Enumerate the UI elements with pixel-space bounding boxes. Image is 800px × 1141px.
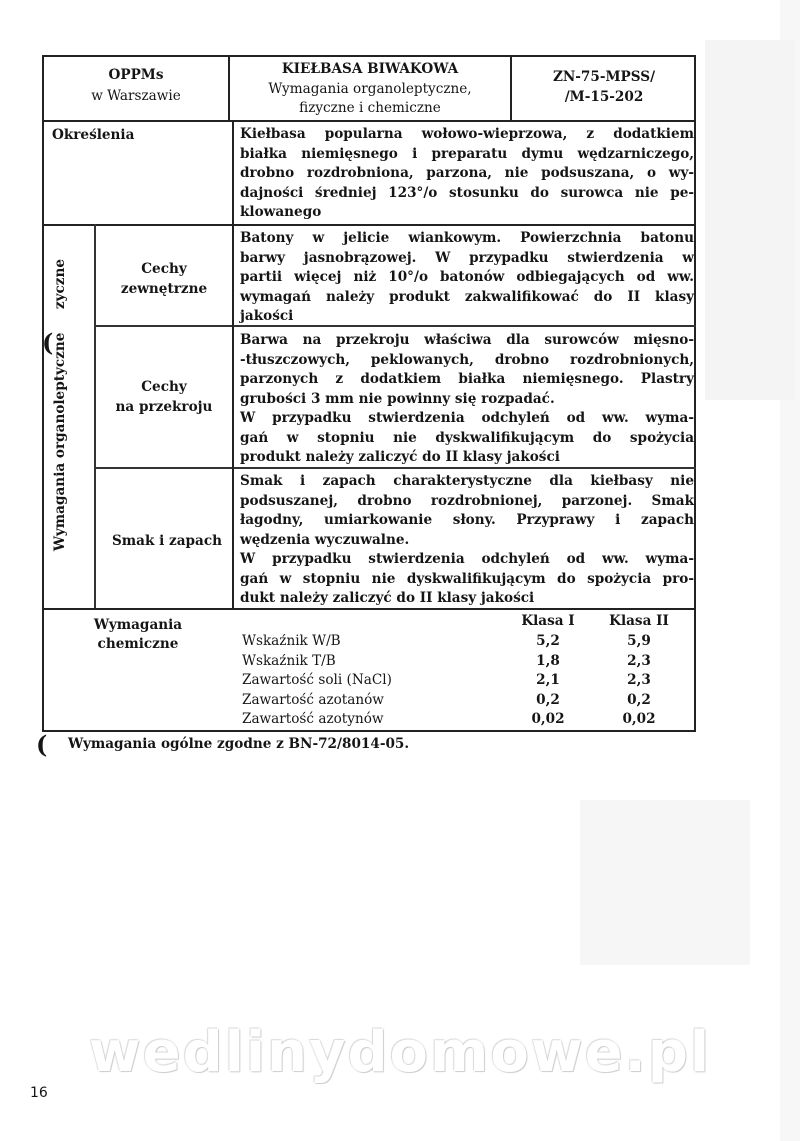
section-label: Cechy bbox=[141, 261, 187, 277]
class-2-value: 0,2 bbox=[627, 691, 651, 708]
section-label: zewnętrzne bbox=[120, 281, 208, 297]
definition-text-line: drobno rozdrobniona, parzona, nie podsuszana, o wy- bbox=[240, 165, 694, 181]
class-2-value: 2,3 bbox=[627, 652, 651, 669]
section-text-line: gań w stopniu nie dyskwalifikującym do spożycia bbox=[240, 429, 694, 446]
section-text-line: podsuszanej, drobno rozdrobnionej, parzonej. Smak bbox=[240, 492, 694, 509]
org-city: w Warszawie bbox=[91, 88, 181, 104]
org-name: OPPMs bbox=[108, 67, 164, 83]
scan-bracket-mark: ( bbox=[42, 328, 54, 357]
scan-bracket-mark: ( bbox=[36, 730, 48, 759]
section-text-line: partii więcej niż 10°/o batonów odbiegających od ww. bbox=[240, 269, 694, 285]
section-text-line: barwy jasnobrązowej. W przypadku stwierdzenia w bbox=[240, 249, 694, 266]
section-text-line: Batony w jelicie wiankowym. Powierzchnia batonu bbox=[240, 230, 694, 246]
definition-text-line: dajności średniej 123°/o stosunku do surowca nie pe- bbox=[240, 184, 694, 201]
section-text-line: produkt należy zaliczyć do II klasy jakości bbox=[240, 449, 560, 465]
section-text-line: łagodny, umiarkowanie słony. Przyprawy i zapach bbox=[240, 512, 694, 528]
section-text-line: jakości bbox=[240, 308, 294, 324]
divider bbox=[42, 120, 696, 122]
class-1-value: 5,2 bbox=[536, 633, 560, 649]
section-text-line: W przypadku stwierdzenia odchyleń od ww. wyma- bbox=[240, 410, 694, 426]
standard-number: /M-15-202 bbox=[564, 89, 644, 105]
table-row bbox=[242, 672, 682, 692]
class-1-value: 0,02 bbox=[531, 711, 565, 727]
section-label: na przekroju bbox=[115, 399, 213, 415]
class-2-value: 2,3 bbox=[627, 672, 651, 688]
section-text-line: wędzenia wyczuwalne. bbox=[240, 531, 410, 548]
definition-label: Określenia bbox=[52, 127, 135, 143]
parameter-name: Wskaźnik T/B bbox=[242, 652, 336, 669]
class-1-value: 0,2 bbox=[536, 691, 560, 708]
parameter-name: Zawartość soli (NaCl) bbox=[242, 672, 392, 688]
section-label: Smak i zapach bbox=[111, 533, 223, 549]
section-text-line: dukt należy zaliczyć do II klasy jakości bbox=[240, 590, 535, 606]
document-subtitle: Wymagania organoleptyczne, bbox=[268, 81, 472, 97]
section-text-line: wymagań należy produkt zakwalifikować do II klasy bbox=[240, 288, 694, 305]
class-1-value: 1,8 bbox=[536, 652, 560, 669]
table-row bbox=[242, 711, 682, 731]
watermark: wedlinydomowe.pl bbox=[88, 1020, 712, 1085]
table-row bbox=[242, 653, 682, 673]
general-requirements-note: Wymagania ogólne zgodne z BN-72/8014-05. bbox=[68, 736, 410, 752]
column-header: Klasa II bbox=[609, 613, 669, 629]
group-label-text: Wymagania organoleptyczne bbox=[52, 332, 68, 552]
section-text-line: Smak i zapach charakterystyczne dla kiełbasy nie bbox=[240, 473, 694, 489]
parameter-name: Wskaźnik W/B bbox=[242, 633, 341, 649]
scan-shade bbox=[705, 40, 795, 400]
column-header: Klasa I bbox=[521, 613, 575, 629]
chemical-header-row bbox=[242, 613, 682, 633]
section-text-line: parzonych z dodatkiem białka niemięsnego. Plastry bbox=[240, 371, 694, 387]
page-number: 16 bbox=[30, 1085, 48, 1101]
parameter-name: Zawartość azotanów bbox=[242, 691, 384, 708]
section-text-line: grubości 3 mm nie powinny się rozpadać. bbox=[240, 390, 555, 407]
section-text-line: W przypadku stwierdzenia odchyleń od ww. wyma- bbox=[240, 551, 694, 567]
section-label: Cechy bbox=[141, 379, 187, 395]
class-1-value: 2,1 bbox=[536, 672, 560, 688]
chemical-label: chemiczne bbox=[97, 636, 179, 652]
definition-text-line: Kiełbasa popularna wołowo-wieprzowa, z dodatkiem bbox=[240, 126, 694, 142]
chemical-label: Wymagania bbox=[93, 617, 183, 633]
table-row bbox=[242, 633, 682, 653]
section-text-line: gań w stopniu nie dyskwalifikującym do spożycia pro- bbox=[240, 570, 694, 587]
section-text-line: Barwa na przekroju właściwa dla surowców mięsno- bbox=[240, 332, 694, 348]
class-2-value: 0,02 bbox=[622, 711, 656, 727]
section-text-line: -tłuszczowych, peklowanych, drobno rozdrobnionych, bbox=[240, 351, 694, 368]
document-subtitle: fizyczne i chemiczne bbox=[299, 100, 441, 116]
table-row bbox=[242, 692, 682, 712]
group-label-suffix: zyczne bbox=[52, 258, 68, 310]
definition-text-line: klowanego bbox=[240, 204, 322, 220]
divider bbox=[42, 224, 696, 226]
definition-text-line: białka niemięsnego i preparatu dymu wędzarniczego, bbox=[240, 145, 694, 162]
standard-number: ZN-75-MPSS/ bbox=[552, 69, 656, 85]
document-title: KIEŁBASA BIWAKOWA bbox=[281, 61, 459, 77]
scan-shade bbox=[580, 800, 750, 965]
organoleptic-group-label bbox=[52, 235, 68, 575]
class-2-value: 5,9 bbox=[627, 633, 651, 649]
parameter-name: Zawartość azotynów bbox=[242, 711, 384, 727]
